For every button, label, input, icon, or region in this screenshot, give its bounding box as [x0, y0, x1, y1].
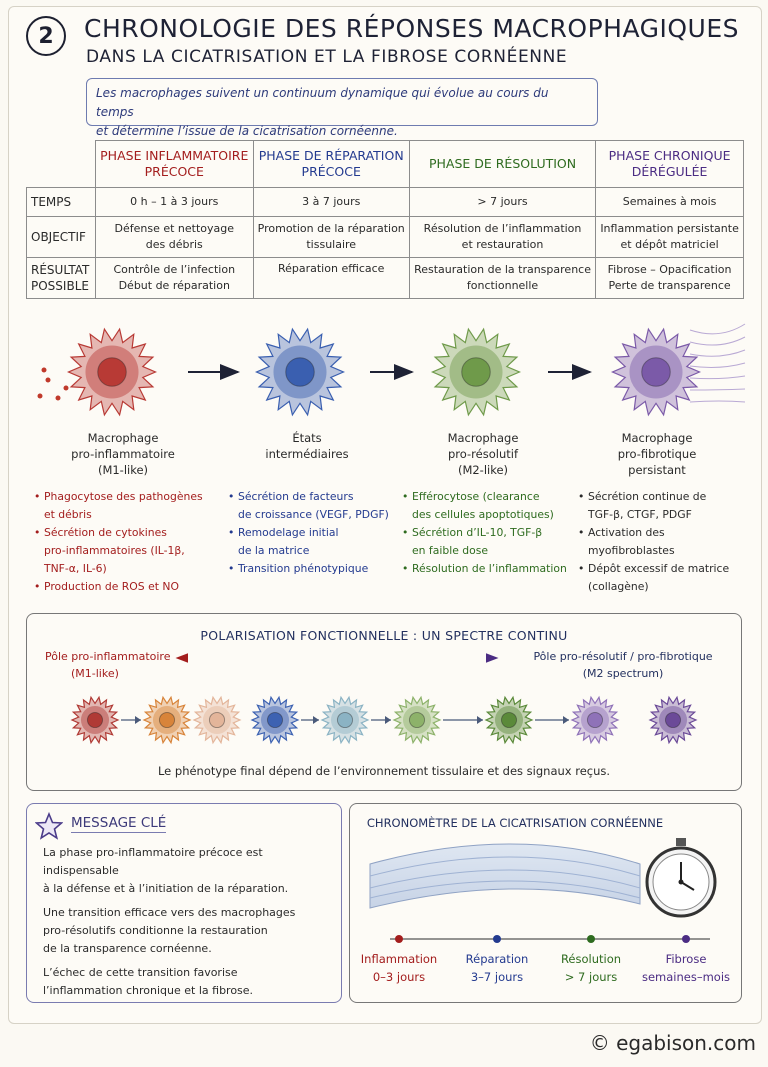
key-message-body: La phase pro-inflammatoire précoce est indispensable à la défense et à l’initiation de la réparation. Une transition efficace vers des macrophages pro-résolutifs conditionne la restauration de la transparence cornéenne. L’échec de cette transition favorise l’inflammation chronique et la fibrose.	[43, 846, 296, 997]
table-cell: Défense et nettoyage des débris	[96, 217, 254, 258]
macrophage-cell-icon	[194, 697, 240, 742]
polarisation-panel	[26, 613, 742, 791]
arrow-icon	[563, 716, 569, 724]
timeline-marker	[493, 935, 501, 943]
table-cell: Semaines à mois	[596, 188, 744, 217]
timeline-marker	[395, 935, 403, 943]
table-cell: Restauration de la transparence fonctionnelle	[409, 258, 595, 299]
table-cell: Fibrose – Opacification Perte de transparence	[596, 258, 744, 299]
intro-box	[86, 78, 598, 138]
stage-label-repair: Réparation 3–7 jours	[465, 952, 529, 984]
row-label-result: RÉSULTAT POSSIBLE	[27, 258, 96, 299]
macrophage-cell-icon	[613, 329, 700, 415]
stopwatch-icon	[647, 838, 715, 916]
right-pole-label: Pôle pro-résolutif / pro-fibrotique (M2 spectrum)	[533, 650, 713, 680]
debris-dot	[64, 386, 69, 391]
star-icon	[35, 812, 63, 840]
page-title: CHRONOLOGIE DES RÉPONSES MACROPHAGIQUES	[84, 14, 740, 43]
arrow-icon	[135, 716, 141, 724]
table-cell: 0 h – 1 à 3 jours	[96, 188, 254, 217]
list-item: • Résolution de l’inflammation	[402, 560, 578, 578]
macrophage-sequence	[0, 310, 768, 435]
macrophage-cell-icon	[433, 329, 520, 415]
cell-caption-fibrotic: Macrophage pro-fibrotique persistant	[617, 431, 697, 477]
table-cell: > 7 jours	[409, 188, 595, 217]
cornea-section	[370, 844, 640, 908]
page-subtitle: DANS LA CICATRISATION ET LA FIBROSE CORNÉENNE	[86, 47, 568, 67]
list-item: • Phagocytose des pathogènes	[34, 488, 204, 506]
list-item: • Sécrétion de cytokines	[34, 524, 204, 542]
list-item: (collagène)	[588, 580, 649, 593]
phase-header-inflammatory: PHASE INFLAMMATOIRE PRÉCOCE	[96, 141, 254, 188]
list-item: • Efférocytose (clearance	[402, 488, 578, 506]
macrophage-cell-icon	[257, 329, 344, 415]
macrophage-cell-icon	[252, 697, 298, 742]
bullet-list-intermediate	[228, 488, 398, 578]
table-cell: 3 à 7 jours	[253, 188, 409, 217]
cell-caption-m1: Macrophage pro-inflammatoire (M1-like)	[71, 431, 175, 477]
debris-dot	[46, 378, 51, 383]
list-item: • Remodelage initial	[228, 524, 398, 542]
cell-caption-intermediate: États intermédiaires	[265, 431, 349, 461]
phase-table	[26, 140, 744, 299]
left-pole-label: Pôle pro-inflammatoire (M1-like)	[45, 650, 171, 680]
polarisation-title: POLARISATION FONCTIONNELLE : UN SPECTRE CONTINU	[200, 628, 568, 643]
key-message-title: MESSAGE CLÉ	[71, 815, 167, 831]
list-item: • Transition phénotypique	[228, 560, 398, 578]
list-item: et débris	[44, 508, 92, 521]
debris-dot	[56, 396, 61, 401]
list-item: TGF-β, CTGF, PDGF	[588, 508, 692, 521]
table-cell: Réparation efficace	[253, 258, 409, 299]
macrophage-cell-icon	[322, 697, 368, 742]
macrophage-cell-icon	[650, 697, 696, 742]
step-number-badge: 2	[26, 16, 66, 56]
phase-header-repair: PHASE DE RÉPARATION PRÉCOCE	[253, 141, 409, 188]
list-item: • Sécrétion d’IL-10, TGF-β	[402, 524, 578, 542]
list-item: de la matrice	[238, 544, 310, 557]
key-message-panel	[26, 803, 342, 1003]
macrophage-cell-icon	[572, 697, 618, 742]
bullet-list-fibrotic	[578, 488, 754, 596]
macrophage-cell-icon	[394, 697, 440, 742]
collagen-fibre	[690, 363, 745, 367]
copyright-footer: © egabison.com	[589, 1031, 756, 1055]
macrophage-cell-icon	[144, 697, 190, 742]
collagen-fibre	[690, 376, 745, 379]
stage-label-inflammation: Inflammation 0–3 jours	[360, 952, 438, 984]
row-label-objective: OBJECTIF	[27, 217, 96, 258]
phase-header-resolution: PHASE DE RÉSOLUTION	[409, 141, 595, 188]
intro-line: Les macrophages suivent un continuum dynamique qui évolue au cours du temps	[96, 86, 549, 119]
list-item: TNF-α, IL-6)	[44, 562, 107, 575]
polarisation-caption: Le phénotype final dépend de l’environnement tissulaire et des signaux reçus.	[157, 764, 611, 778]
collagen-fibre	[690, 324, 745, 334]
macrophage-cell-icon	[69, 329, 156, 415]
debris-dot	[42, 368, 47, 373]
list-item: des cellules apoptotiques)	[412, 508, 554, 521]
list-item: pro-inflammatoires (IL-1β,	[44, 544, 185, 557]
table-corner	[27, 141, 96, 188]
chronometer-title: CHRONOMÈTRE DE LA CICATRISATION CORNÉENNE	[366, 816, 664, 830]
bullet-list-m1	[34, 488, 204, 596]
cell-caption-m2: Macrophage pro-résolutif (M2-like)	[447, 431, 519, 477]
list-item: • Dépôt excessif de matrice	[578, 560, 754, 578]
stage-label-resolution: Résolution > 7 jours	[560, 952, 622, 984]
debris-dot	[38, 394, 43, 399]
table-cell: Promotion de la réparation tissulaire	[253, 217, 409, 258]
timeline-marker	[682, 935, 690, 943]
chronometer-panel	[349, 803, 742, 1003]
row-label-time: TEMPS	[27, 188, 96, 217]
table-cell: Inflammation persistante et dépôt matriciel	[596, 217, 744, 258]
timeline-labels	[350, 950, 741, 990]
macrophage-cell-icon	[72, 697, 118, 742]
bullet-list-m2	[402, 488, 578, 578]
arrow-icon	[385, 716, 391, 724]
list-item: • Production de ROS et NO	[34, 578, 204, 596]
list-item: • Activation des myofibroblastes	[578, 524, 754, 560]
arrow-icon	[313, 716, 319, 724]
intro-line: et détermine l’issue de la cicatrisation cornéenne.	[96, 124, 398, 138]
collagen-fibre	[690, 350, 745, 356]
phase-header-chronic: PHASE CHRONIQUE DÉRÉGULÉE	[596, 141, 744, 188]
arrow-icon	[477, 716, 483, 724]
table-cell: Résolution de l’inflammation et restauration	[409, 217, 595, 258]
list-item: de croissance (VEGF, PDGF)	[238, 508, 389, 521]
macrophage-cell-icon	[486, 697, 532, 742]
table-cell: Contrôle de l’infection Début de réparation	[96, 258, 254, 299]
collagen-fibre	[690, 389, 745, 390]
list-item: • Sécrétion continue de	[578, 488, 754, 506]
list-item: • Sécrétion de facteurs	[228, 488, 398, 506]
collagen-fibre	[690, 337, 745, 345]
stage-label-fibrosis: Fibrose semaines–mois	[641, 952, 731, 984]
timeline-marker	[587, 935, 595, 943]
list-item: en faible dose	[412, 544, 488, 557]
collagen-fibre	[690, 401, 745, 402]
